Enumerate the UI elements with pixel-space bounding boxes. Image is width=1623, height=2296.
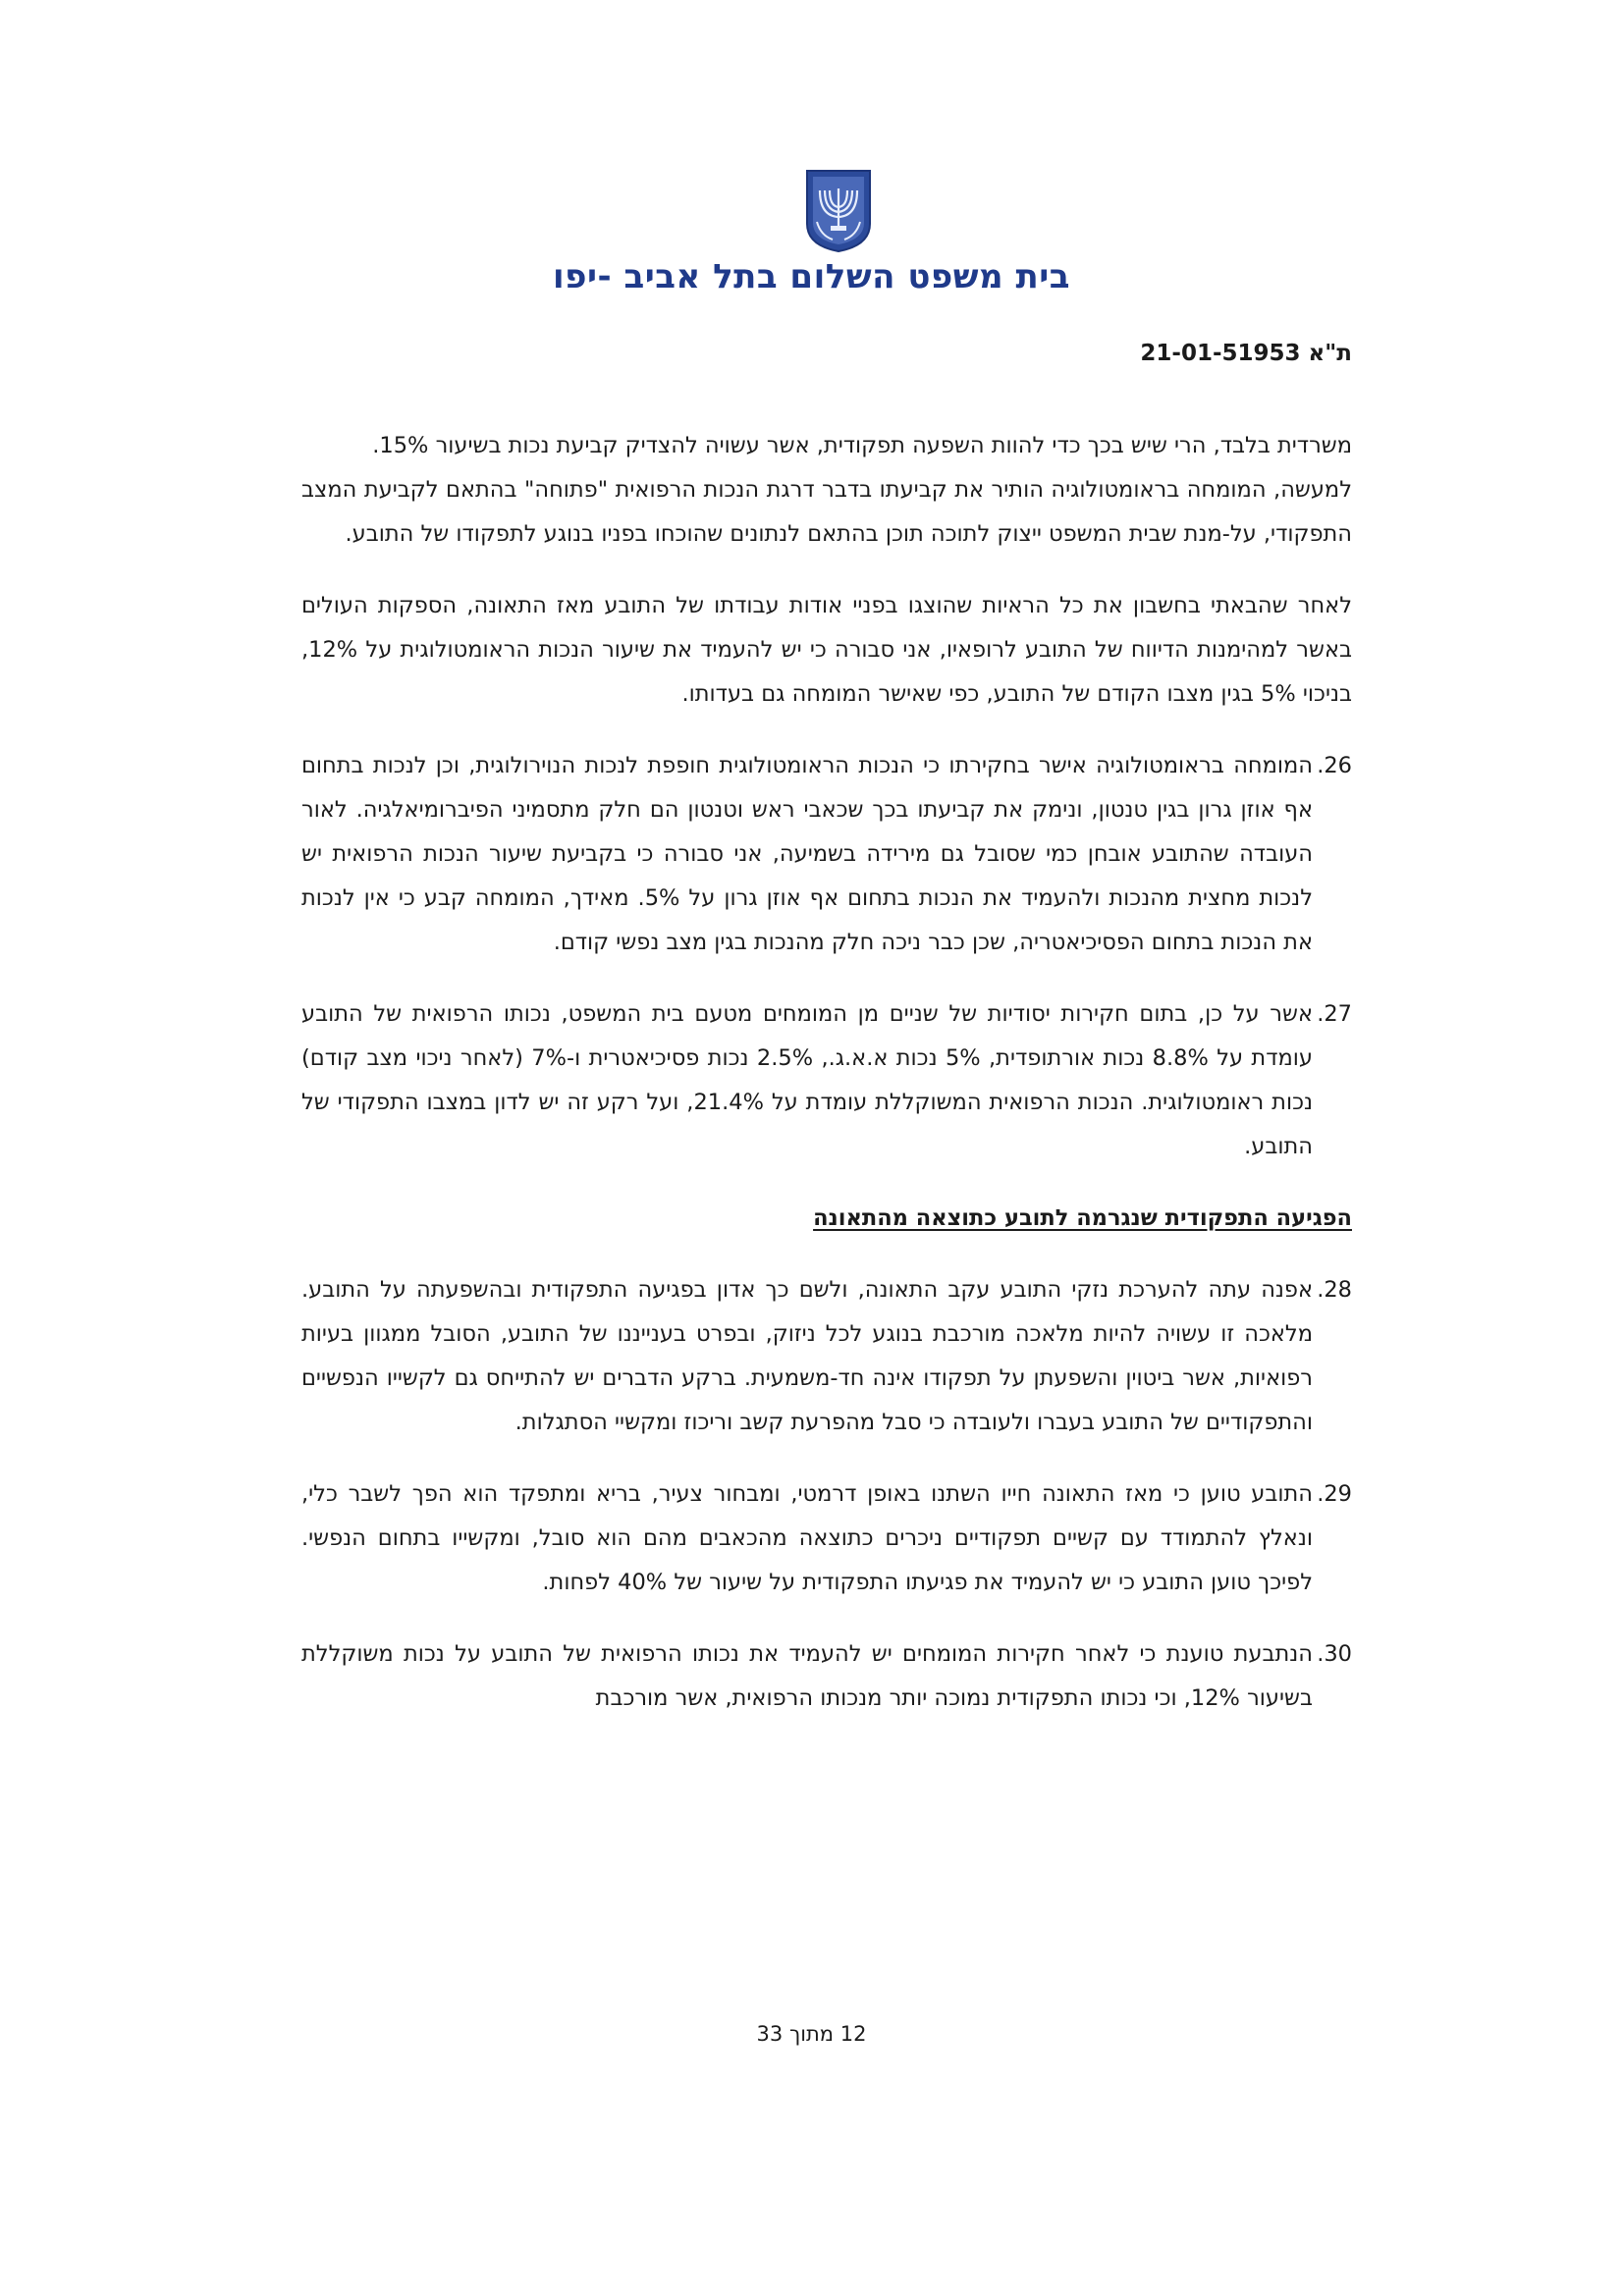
paragraph-text: אשר על כן, בתום חקירות יסודיות של שניים מן המומחים מטעם בית המשפט, נכותו הרפואית של התובע עומדת על 8.8% נכות אורתופדית, 5% נכות א.א.ג., 2.5% נכות פסיכיאטרית ו-7% (לאחר ניכוי מצב קודם) נכות ראומטולוגית. הנכות הרפואית המשוקללת עומדת על 21.4%, ועל רקע זה יש לדון במצבו התפקודי של התובע. [301,1001,1313,1159]
section-heading: הפגיעה התפקודית שנגרמה לתובע כתוצאה מהתאונה [813,1205,1352,1231]
paragraph-number: 30. [1317,1641,1352,1667]
numbered-paragraph-27 [301,992,1352,1169]
numbered-paragraph-29 [301,1472,1352,1605]
document-body [301,424,1352,1721]
court-name: בית משפט השלום בתל אביב -יפו [553,257,1070,296]
paragraph-number: 26. [1317,753,1352,778]
case-number: ת"א 21-01-51953 [1140,341,1352,366]
paragraph-text: אפנה עתה להערכת נזקי התובע עקב התאונה, ולשם כך אדון בפגיעה התפקודית ובהשפעתה על התובע. מלאכה זו עשויה להיות מלאכה מורכבת בנוגע לכל ניזוק, ובפרט בענייננו של התובע, הסובל ממגוון בעיות רפואיות, אשר ביטוין והשפעתן על תפקודו אינה חד-משמעית. ברקע הדברים יש להתייחס גם לקשייו הנפשיים והתפקודיים של התובע בעברו ולעובדה כי סבל מהפרעת קשב וריכוז ומקשיי הסתגלות. [301,1277,1313,1435]
paragraph-number: 29. [1317,1481,1352,1507]
paragraph: משרדית בלבד, הרי שיש בכך כדי להוות השפעה תפקודית, אשר עשויה להצדיק קביעת נכות בשיעור 15%. [372,433,1352,458]
paragraph: לאחר שהבאתי בחשבון את כל הראיות שהוצגו בפניי אודות עבודתו של התובע מאז התאונה, הספקות העולים באשר למהימנות הדיווח של התובע לרופאיו, אני סבורה כי יש להעמיד את שיעור הנכות הראומטולוגית על 12%, בניכוי 5% בגין מצבו הקודם של התובע, כפי שאישר המומחה גם בעדותו. [301,593,1352,707]
paragraph-number: 27. [1317,1001,1352,1027]
state-emblem-menorah-icon [803,167,874,253]
numbered-paragraph-30 [301,1632,1352,1721]
paragraph-text: הנתבעת טוענת כי לאחר חקירות המומחים יש להעמיד את נכותו הרפואית של התובע על נכות משוקללת בשיעור 12%, וכי נכותו התפקודית נמוכה יותר מנכותו הרפואית, אשר מורכבת [301,1641,1313,1711]
paragraph-text: התובע טוען כי מאז התאונה חייו השתנו באופן דרמטי, ומבחור צעיר, בריא ומתפקד הוא הפך לשבר כלי, ונאלץ להתמודד עם קשיים תפקודיים ניכרים כתוצאה מהכאבים מהם הוא סובל, ומקשייו בתחום הנפשי. לפיכך טוען התובע כי יש להעמיד את פגיעתו התפקודית על שיעור של 40% לפחות. [301,1481,1313,1595]
page-number: 12 מתוך 33 [756,2022,867,2046]
paragraph-number: 28. [1317,1277,1352,1303]
numbered-paragraph-26 [301,744,1352,965]
paragraph-text: המומחה בראומטולוגיה אישר בחקירתו כי הנכות הראומטולוגית חופפת לנכות הנוירולוגית, וכן לנכות בתחום אף אוזן גרון בגין טנטון, ונימק את קביעתו בכך שכאבי ראש וטנטון הם חלק מתסמיני הפיברומיאלגיה. לאור העובדה שהתובע אובחן כמי שסובל גם מירידה בשמיעה, אני סבורה כי בקביעת שיעור הנכות הרפואית יש לנכות מחצית מהנכות ולהעמיד את הנכות בתחום אף אוזן גרון על 5%. מאידך, המומחה קבע כי אין לנכות את הנכות בתחום הפסיכיאטריה, שכן כבר ניכה חלק מהנכות בגין מצב נפשי קודם. [301,753,1313,955]
paragraph: למעשה, המומחה בראומטולוגיה הותיר את קביעתו בדבר דרגת הנכות הרפואית "פתוחה" בהתאם לקביעת המצב התפקודי, על-מנת שבית המשפט ייצוק לתוכה תוכן בהתאם לנתונים שהוכחו בפניו בנוגע לתפקודו של התובע. [301,477,1352,547]
numbered-paragraph-28 [301,1268,1352,1445]
